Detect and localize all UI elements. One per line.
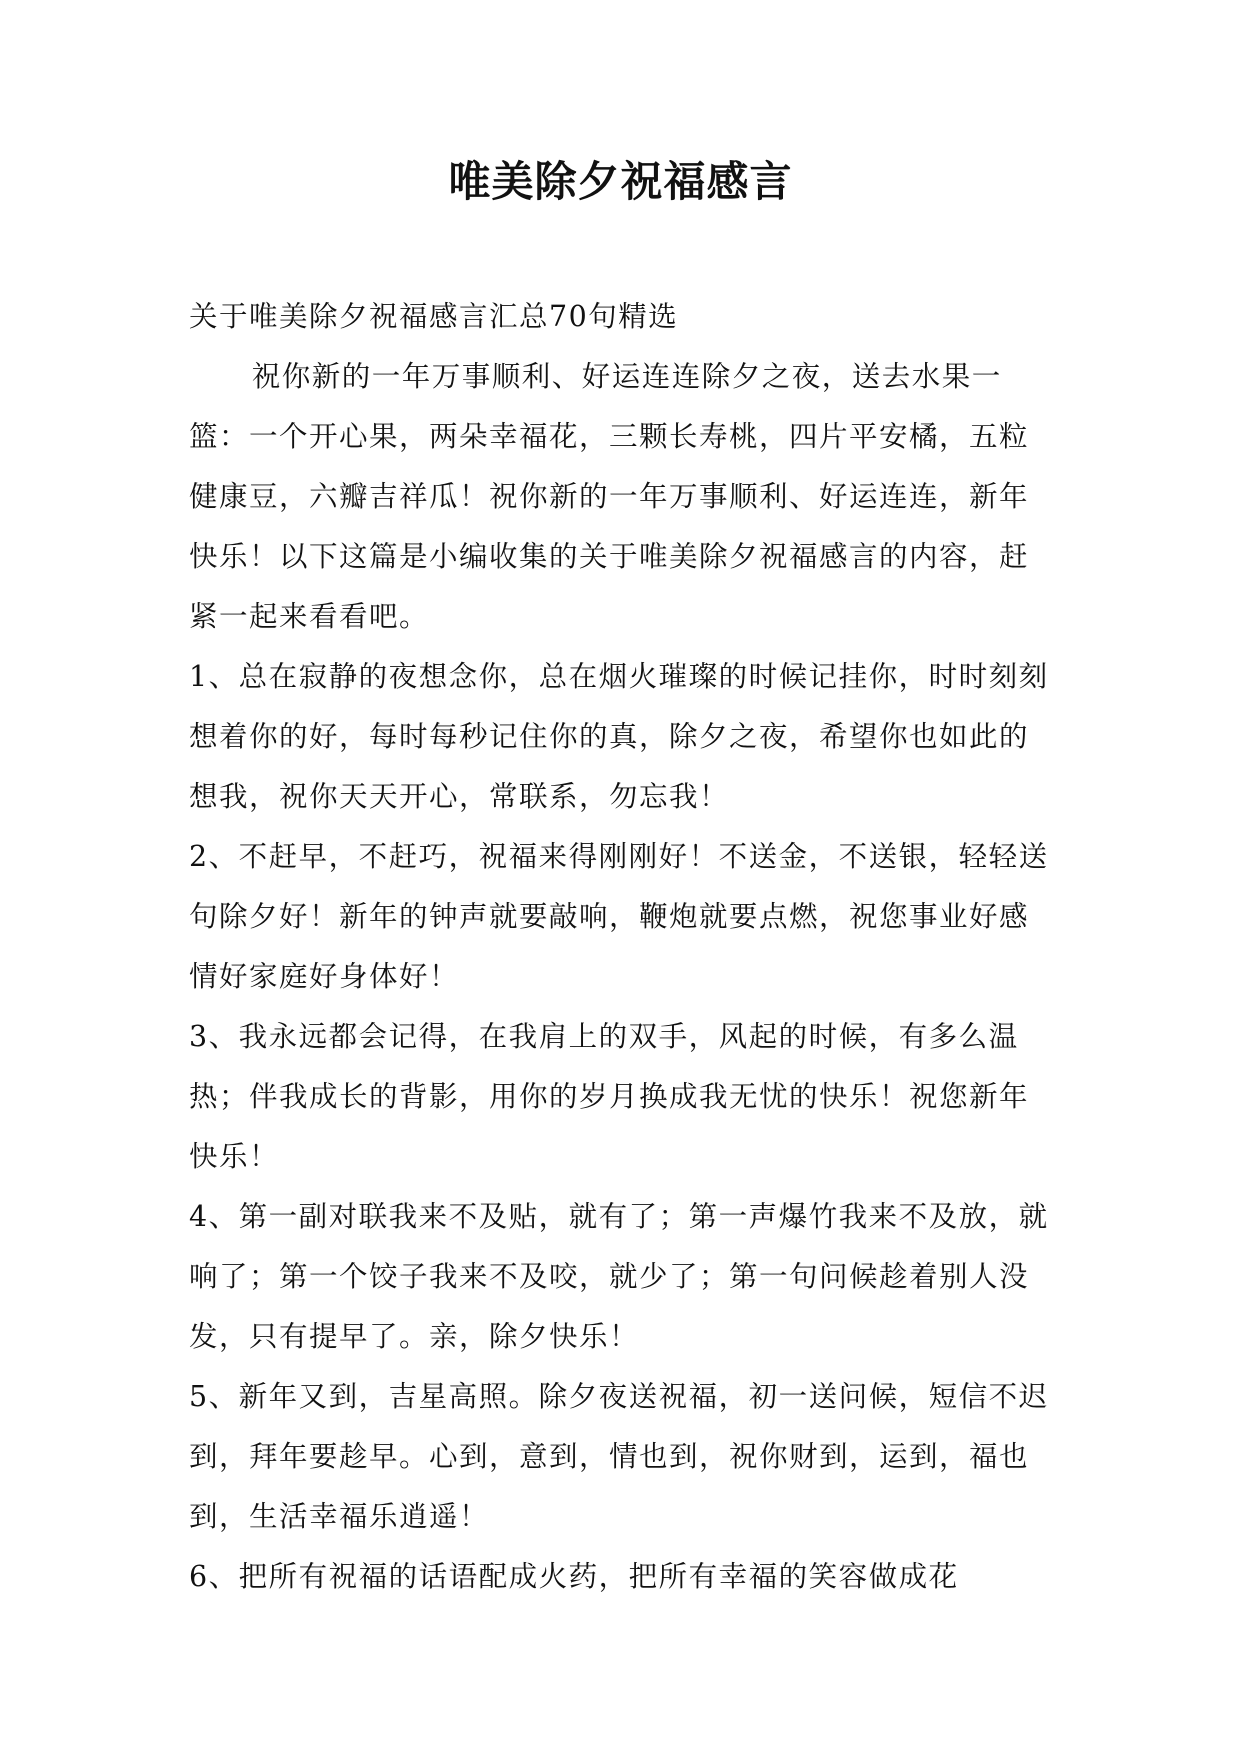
document-subtitle: 关于唯美除夕祝福感言汇总70句精选 [189,300,679,333]
page-title: 唯美除夕祝福感言 [448,157,793,206]
list-item: 5、新年又到，吉星高照。除夕夜送祝福，初一送问候，短信不迟到，拜年要趁早。心到，意到，情也到，祝你财到，运到，福也到，生活幸福乐逍遥！ [189,1380,1049,1533]
intro-paragraph: 祝你新的一年万事顺利、好运连连除夕之夜，送去水果一篮：一个开心果，两朵幸福花，三颗长寿桃，四片平安橘，五粒健康豆，六瓣吉祥瓜！祝你新的一年万事顺利、好运连连，新年快乐！以下这篇是小编收集的关于唯美除夕祝福感言的内容，赶紧一起来看看吧。 [189,360,1030,633]
list-item: 2、不赶早，不赶巧，祝福来得刚刚好！不送金，不送银，轻轻送句除夕好！新年的钟声就要敲响，鞭炮就要点燃，祝您事业好感情好家庭好身体好！ [189,840,1049,993]
list-item: 6、把所有祝福的话语配成火药，把所有幸福的笑容做成花 [189,1560,959,1593]
list-item: 1、总在寂静的夜想念你，总在烟火璀璨的时候记挂你，时时刻刻想着你的好，每时每秒记住你的真，除夕之夜，希望你也如此的想我，祝你天天开心，常联系，勿忘我！ [189,660,1049,813]
list-item: 3、我永远都会记得，在我肩上的双手，风起的时候，有多么温热；伴我成长的背影，用你的岁月换成我无忧的快乐！祝您新年快乐！ [189,1020,1030,1173]
document-body [189,287,1051,1607]
list-item: 4、第一副对联我来不及贴，就有了；第一声爆竹我来不及放，就响了；第一个饺子我来不及咬，就少了；第一句问候趁着别人没发，只有提早了。亲，除夕快乐！ [189,1200,1049,1353]
